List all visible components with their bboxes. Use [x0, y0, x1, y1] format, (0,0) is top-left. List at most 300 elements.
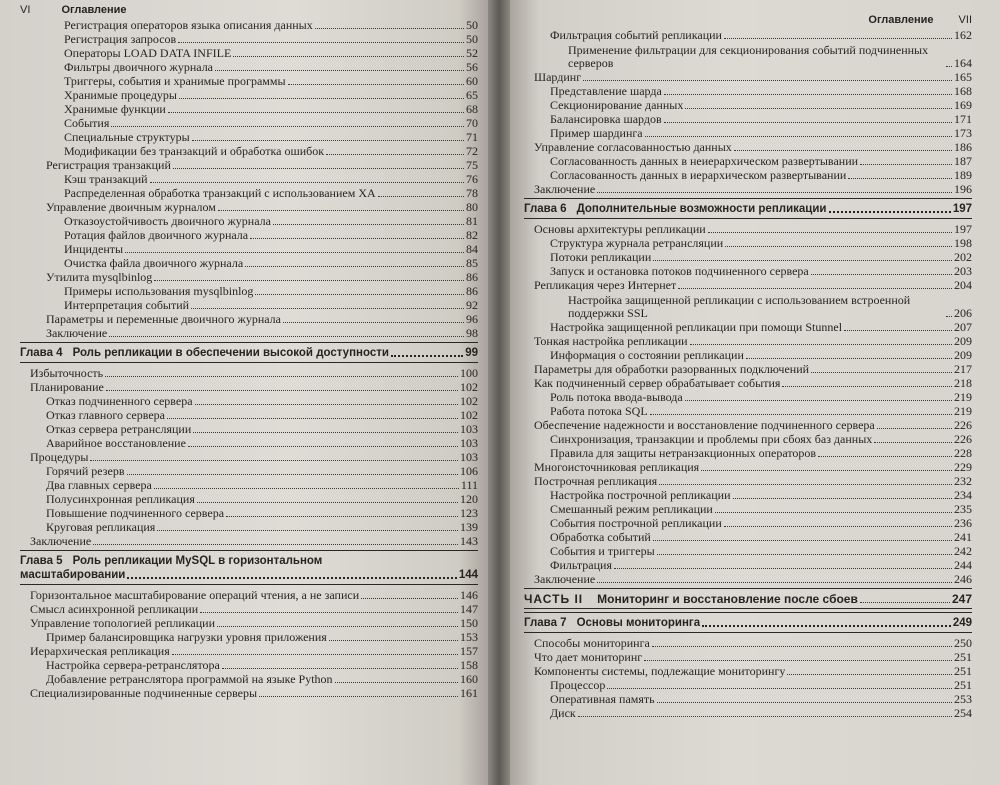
dot-leader: [172, 654, 458, 655]
toc-entry: [20, 686, 478, 700]
page-number: VI: [20, 4, 31, 16]
dot-leader: [733, 498, 952, 499]
toc-entry: [20, 256, 478, 270]
page-ref: 228: [954, 446, 972, 460]
dot-leader: [283, 322, 464, 323]
toc-entry: [20, 116, 478, 130]
page-ref: 234: [954, 488, 972, 502]
dot-leader: [685, 400, 952, 401]
page-ref: 198: [954, 236, 972, 250]
entry-title: [20, 554, 322, 568]
entry-title: Построчная репликация: [534, 474, 658, 488]
page-ref: 218: [954, 376, 972, 390]
entry-title: Специальные структуры: [64, 130, 190, 144]
page-ref: 247: [951, 592, 972, 606]
page-number: VII: [958, 14, 972, 26]
toc-entry: [20, 32, 478, 46]
entry-title: Круговая репликация: [46, 520, 156, 534]
dot-leader: [217, 626, 458, 627]
page-ref: 144: [458, 569, 478, 581]
page-ref: 226: [954, 432, 972, 446]
page-ref: 206: [954, 306, 972, 320]
toc-entry: [20, 602, 478, 616]
dot-leader: [361, 598, 458, 599]
dot-leader: [157, 530, 458, 531]
dot-leader: [583, 80, 952, 81]
page-ref: 254: [954, 706, 972, 720]
toc-entry: [524, 154, 972, 168]
toc-list: [524, 28, 972, 720]
toc-entry: [20, 74, 478, 88]
section-rule: [20, 550, 478, 551]
entry-title: Синхронизация, транзакции и проблемы при сбоях баз данных: [550, 432, 873, 446]
dot-leader: [653, 540, 952, 541]
entry-title: События и триггеры: [550, 544, 655, 558]
entry-title-text: Основы мониторинга: [576, 617, 701, 629]
entry-title: Очистка файла двоичного журнала: [64, 256, 244, 270]
entry-title: Пример балансировщика нагрузки уровня приложения: [46, 630, 327, 644]
entry-title: Обработка событий: [550, 530, 651, 544]
entry-title: Оперативная память: [550, 692, 655, 706]
toc-entry: [524, 390, 972, 404]
toc-entry: [20, 312, 478, 326]
toc-entry: [20, 46, 478, 60]
entry-title: Тонкая настройка репликации: [534, 334, 688, 348]
entry-title: Горизонтальное масштабирование операций чтения, а не записи: [30, 588, 360, 602]
entry-title: Согласованность данных в неиерархическом развертывании: [550, 154, 859, 168]
entry-title: Отказ подчиненного сервера: [46, 394, 193, 408]
entry-title: Представление шарда: [550, 84, 662, 98]
page-ref: 165: [954, 70, 972, 84]
page-ref: 244: [954, 558, 972, 572]
chapter-title-cont: масштабировании: [20, 569, 126, 581]
toc-entry: [524, 362, 972, 376]
dot-leader: [725, 246, 952, 247]
dot-leader: [125, 252, 464, 253]
toc-entry: [20, 506, 478, 520]
page-ref: 242: [954, 544, 972, 558]
entry-title: Горячий резерв: [46, 464, 125, 478]
page-ref: 50: [466, 18, 478, 32]
chapter-heading: [524, 616, 972, 630]
toc-list: [20, 18, 478, 700]
page-ref: 50: [466, 32, 478, 46]
dot-leader: [193, 432, 458, 433]
chapter-heading: [524, 202, 972, 216]
book-gutter: [488, 0, 510, 785]
chapter-heading-cont: [20, 568, 478, 582]
entry-title: Настройка защищенной репликации при помощи Stunnel: [550, 320, 843, 334]
page-ref: 99: [465, 347, 478, 359]
page-ref: 52: [466, 46, 478, 60]
page-ref: 253: [954, 692, 972, 706]
dot-leader: [192, 140, 464, 141]
dot-leader: [578, 716, 952, 717]
page-ref: 65: [466, 88, 478, 102]
toc-entry: [524, 558, 972, 572]
page-ref: 209: [954, 348, 972, 362]
dot-leader: [811, 274, 952, 275]
page-ref: 235: [954, 502, 972, 516]
page-ref: 168: [954, 84, 972, 98]
dot-leader: [191, 308, 464, 309]
toc-entry: [20, 534, 478, 548]
dot-leader: [329, 640, 458, 641]
right-page: [510, 0, 1000, 785]
toc-entry: [20, 60, 478, 74]
dot-leader: [715, 512, 952, 513]
dot-leader: [597, 192, 952, 193]
page-ref: 158: [460, 658, 478, 672]
toc-entry: [20, 88, 478, 102]
toc-entry: [524, 126, 972, 140]
dot-leader: [106, 390, 458, 391]
toc-entry: [524, 264, 972, 278]
page-ref: 103: [460, 422, 478, 436]
dot-leader: [702, 625, 951, 627]
page-ref: 103: [460, 450, 478, 464]
dot-leader: [111, 126, 464, 127]
page-ref: 232: [954, 474, 972, 488]
toc-entry: [20, 172, 478, 186]
entry-title: Балансировка шардов: [550, 112, 662, 126]
entry-title: Регистрация операторов языка описания данных: [64, 18, 313, 32]
entry-title: [524, 202, 827, 216]
dot-leader: [173, 168, 464, 169]
dot-leader: [848, 178, 952, 179]
page-ref: 123: [460, 506, 478, 520]
dot-leader: [167, 418, 458, 419]
entry-title: Избыточность: [30, 366, 104, 380]
toc-entry: [20, 380, 478, 394]
section-rule: [524, 588, 972, 589]
dot-leader: [690, 344, 952, 345]
toc-entry: [524, 222, 972, 236]
entry-title: Планирование: [30, 380, 104, 394]
page-ref: 161: [460, 686, 478, 700]
toc-entry: [524, 112, 972, 126]
page-ref: 102: [460, 408, 478, 422]
entry-title: Смешанный режим репликации: [550, 502, 713, 516]
dot-leader: [724, 38, 952, 39]
dot-leader: [215, 70, 464, 71]
entry-title: [524, 616, 700, 630]
dot-leader: [391, 355, 463, 357]
entry-title: Пример шардинга: [550, 126, 643, 140]
section-rule: [524, 612, 972, 613]
part-heading: [524, 592, 972, 606]
chapter-label: Глава 6: [524, 203, 567, 215]
dot-leader: [829, 211, 951, 213]
toc-entry: [524, 28, 972, 42]
page-ref: 171: [954, 112, 972, 126]
entry-title-text: Мониторинг и восстановление после сбоев: [597, 592, 858, 606]
entry-title: Регистрация запросов: [64, 32, 177, 46]
toc-entry: [20, 102, 478, 116]
toc-entry: [524, 650, 972, 664]
section-rule: [20, 584, 478, 585]
entry-title: Способы мониторинга: [534, 636, 650, 650]
dot-leader: [746, 358, 952, 359]
dot-leader: [860, 164, 952, 165]
toc-entry: [524, 678, 972, 692]
dot-leader: [335, 682, 458, 683]
toc-entry: [20, 270, 478, 284]
dot-leader: [178, 42, 464, 43]
entry-title: Диск: [550, 706, 576, 720]
entry-title: Распределенная обработка транзакций с использованием XA: [64, 186, 376, 200]
dot-leader: [946, 66, 952, 67]
page-ref: 251: [954, 664, 972, 678]
entry-title: Регистрация транзакций: [46, 158, 171, 172]
entry-title: Иерархическая репликация: [30, 644, 170, 658]
page-ref: 139: [460, 520, 478, 534]
page-ref: 164: [954, 56, 972, 70]
dot-leader: [168, 112, 464, 113]
entry-title: Управление двоичным журналом: [46, 200, 216, 214]
entry-title: Настройка сервера-ретранслятора: [46, 658, 220, 672]
toc-entry: [20, 394, 478, 408]
dot-leader: [255, 294, 464, 295]
dot-leader: [315, 28, 464, 29]
entry-title: Отказ главного сервера: [46, 408, 166, 422]
entry-title: Настройка построчной репликации: [550, 488, 731, 502]
page-ref: 196: [954, 182, 972, 196]
page-ref: 251: [954, 678, 972, 692]
dot-leader: [657, 554, 952, 555]
entry-title: Смысл асинхронной репликации: [30, 602, 199, 616]
toc-entry: [524, 140, 972, 154]
entry-title: Аварийное восстановление: [46, 436, 186, 450]
dot-leader: [105, 376, 458, 377]
toc-entry: [524, 460, 972, 474]
chapter-title: Роль репликации MySQL в горизонтальном: [72, 555, 323, 567]
dot-leader: [787, 674, 952, 675]
toc-entry: [20, 200, 478, 214]
entry-title: Применение фильтрации для секционирования событий подчиненных серверов: [568, 44, 929, 70]
dot-leader: [200, 612, 458, 613]
toc-entry: [20, 658, 478, 672]
entry-title: Параметры для обработки разорванных подключений: [534, 362, 810, 376]
page-ref: 226: [954, 418, 972, 432]
toc-entry: [20, 242, 478, 256]
dot-leader: [946, 316, 952, 317]
toc-entry: [20, 422, 478, 436]
dot-leader: [734, 150, 952, 151]
page-ref: 98: [466, 326, 478, 340]
page-ref: 72: [466, 144, 478, 158]
toc-entry: [20, 228, 478, 242]
page-ref: 162: [954, 28, 972, 42]
entry-title: Заключение: [30, 534, 92, 548]
entry-title: Роль потока ввода-вывода: [550, 390, 683, 404]
entry-title: Секционирование данных: [550, 98, 684, 112]
dot-leader: [197, 502, 458, 503]
chapter-heading: [20, 346, 478, 360]
toc-entry: [20, 478, 478, 492]
dot-leader: [650, 414, 952, 415]
page-ref: 209: [954, 334, 972, 348]
entry-title: Фильтры двоичного журнала: [64, 60, 214, 74]
toc-entry: [524, 664, 972, 678]
dot-leader: [245, 266, 464, 267]
toc-entry: [20, 672, 478, 686]
dot-leader: [93, 544, 458, 545]
toc-entry: [524, 706, 972, 720]
page-ref: 120: [460, 492, 478, 506]
page-ref: 202: [954, 250, 972, 264]
page-ref: 68: [466, 102, 478, 116]
entry-title: [524, 592, 858, 606]
entry-title: Специализированные подчиненные серверы: [30, 686, 258, 700]
entry-title: Запуск и остановка потоков подчиненного сервера: [550, 264, 809, 278]
entry-title: Повышение подчиненного сервера: [46, 506, 225, 520]
page-ref: 86: [466, 270, 478, 284]
entry-title: [20, 346, 389, 360]
entry-title: События: [64, 116, 110, 130]
toc-entry: [20, 158, 478, 172]
dot-leader: [154, 280, 464, 281]
page-ref: 146: [460, 588, 478, 602]
page-ref: 219: [954, 390, 972, 404]
dot-leader: [154, 488, 459, 489]
toc-entry: [524, 348, 972, 362]
toc-entry: [524, 502, 972, 516]
entry-title: Обеспечение надежности и восстановление подчиненного сервера: [534, 418, 875, 432]
entry-title: Компоненты системы, подлежащие мониторингу: [534, 664, 786, 678]
toc-entry: [20, 630, 478, 644]
dot-leader: [877, 428, 952, 429]
page-ref: 100: [460, 366, 478, 380]
toc-entry: [524, 446, 972, 460]
entry-title: Правила для защиты нетранзакционных операторов: [550, 446, 817, 460]
page-ref: 241: [954, 530, 972, 544]
toc-entry: [20, 408, 478, 422]
entry-title: Управление топологией репликации: [30, 616, 216, 630]
entry-title: Примеры использования mysqlbinlog: [64, 284, 254, 298]
entry-title: Модификации без транзакций и обработка ошибок: [64, 144, 325, 158]
entry-title: Работа потока SQL: [550, 404, 648, 418]
entry-title: Хранимые функции: [64, 102, 166, 116]
toc-entry: [20, 18, 478, 32]
page-ref: 204: [954, 278, 972, 292]
dot-leader: [150, 182, 464, 183]
entry-title-text: Дополнительные возможности репликации: [576, 203, 827, 215]
entry-title: Структура журнала ретрансляции: [550, 236, 724, 250]
header-title: Оглавление: [868, 14, 934, 26]
running-head: [20, 2, 478, 18]
page-ref: 186: [954, 140, 972, 154]
entry-title: Триггеры, события и хранимые программы: [64, 74, 286, 88]
page-ref: 229: [954, 460, 972, 474]
toc-entry: [524, 320, 972, 334]
entry-title: Два главных сервера: [46, 478, 152, 492]
chapter-label: Глава 5: [20, 555, 63, 567]
toc-entry: [524, 530, 972, 544]
entry-title: Кэш транзакций: [64, 172, 148, 186]
section-rule: [524, 198, 972, 199]
toc-entry: [20, 326, 478, 340]
toc-entry: [524, 432, 972, 446]
toc-entry: [524, 516, 972, 530]
page-ref: 143: [460, 534, 478, 548]
entry-title: Заключение: [534, 182, 596, 196]
toc-entry: [524, 334, 972, 348]
page-ref: 103: [460, 436, 478, 450]
page-ref: 236: [954, 516, 972, 530]
toc-entry: [524, 418, 972, 432]
toc-entry: [20, 520, 478, 534]
dot-leader: [708, 232, 952, 233]
toc-entry: [524, 84, 972, 98]
entry-title: События построчной репликации: [550, 516, 722, 530]
toc-entry: [524, 474, 972, 488]
page-ref: 203: [954, 264, 972, 278]
chapter-label: Глава 7: [524, 617, 567, 629]
dot-leader: [782, 386, 952, 387]
toc-entry: [20, 130, 478, 144]
dot-leader: [127, 474, 459, 475]
toc-entry: [20, 450, 478, 464]
entry-title: Хранимые процедуры: [64, 88, 177, 102]
dot-leader: [653, 260, 952, 261]
entry-title: Интерпретация событий: [64, 298, 190, 312]
dot-leader: [233, 56, 464, 57]
dot-leader: [179, 98, 464, 99]
entry-title: Отказ сервера ретрансляции: [46, 422, 192, 436]
dot-leader: [645, 136, 952, 137]
entry-title: Отказоустойчивость двоичного журнала: [64, 214, 271, 228]
dot-leader: [597, 582, 952, 583]
dot-leader: [226, 516, 458, 517]
entry-title: Многоисточниковая репликация: [534, 460, 700, 474]
section-rule: [524, 608, 972, 609]
dot-leader: [678, 288, 952, 289]
page-ref: 169: [954, 98, 972, 112]
left-page: [0, 0, 488, 785]
entry-title-text: Роль репликации в обеспечении высокой доступности: [72, 347, 389, 359]
chapter-heading: [20, 554, 478, 568]
page-ref: 246: [954, 572, 972, 586]
page-ref: 153: [460, 630, 478, 644]
entry-title: Что дает мониторинг: [534, 650, 643, 664]
page-ref: 102: [460, 380, 478, 394]
dot-leader: [288, 84, 464, 85]
dot-leader: [818, 456, 952, 457]
dot-leader: [218, 210, 464, 211]
toc-entry: [20, 644, 478, 658]
dot-leader: [664, 94, 952, 95]
chapter-label: Глава 4: [20, 347, 63, 359]
dot-leader: [614, 568, 952, 569]
page-ref: 106: [460, 464, 478, 478]
page-ref: 197: [952, 203, 972, 215]
dot-leader: [844, 330, 952, 331]
entry-title: Ротация файлов двоичного журнала: [64, 228, 249, 242]
toc-entry: [524, 70, 972, 84]
page-ref: 217: [954, 362, 972, 376]
toc-entry: [524, 544, 972, 558]
entry-title: Процедуры: [30, 450, 89, 464]
dot-leader: [273, 224, 464, 225]
entry-title: Операторы LOAD DATA INFILE: [64, 46, 232, 60]
dot-leader: [195, 404, 458, 405]
section-rule: [524, 632, 972, 633]
dot-leader: [222, 668, 458, 669]
dot-leader: [664, 122, 952, 123]
page-ref: 56: [466, 60, 478, 74]
dot-leader: [860, 602, 950, 603]
